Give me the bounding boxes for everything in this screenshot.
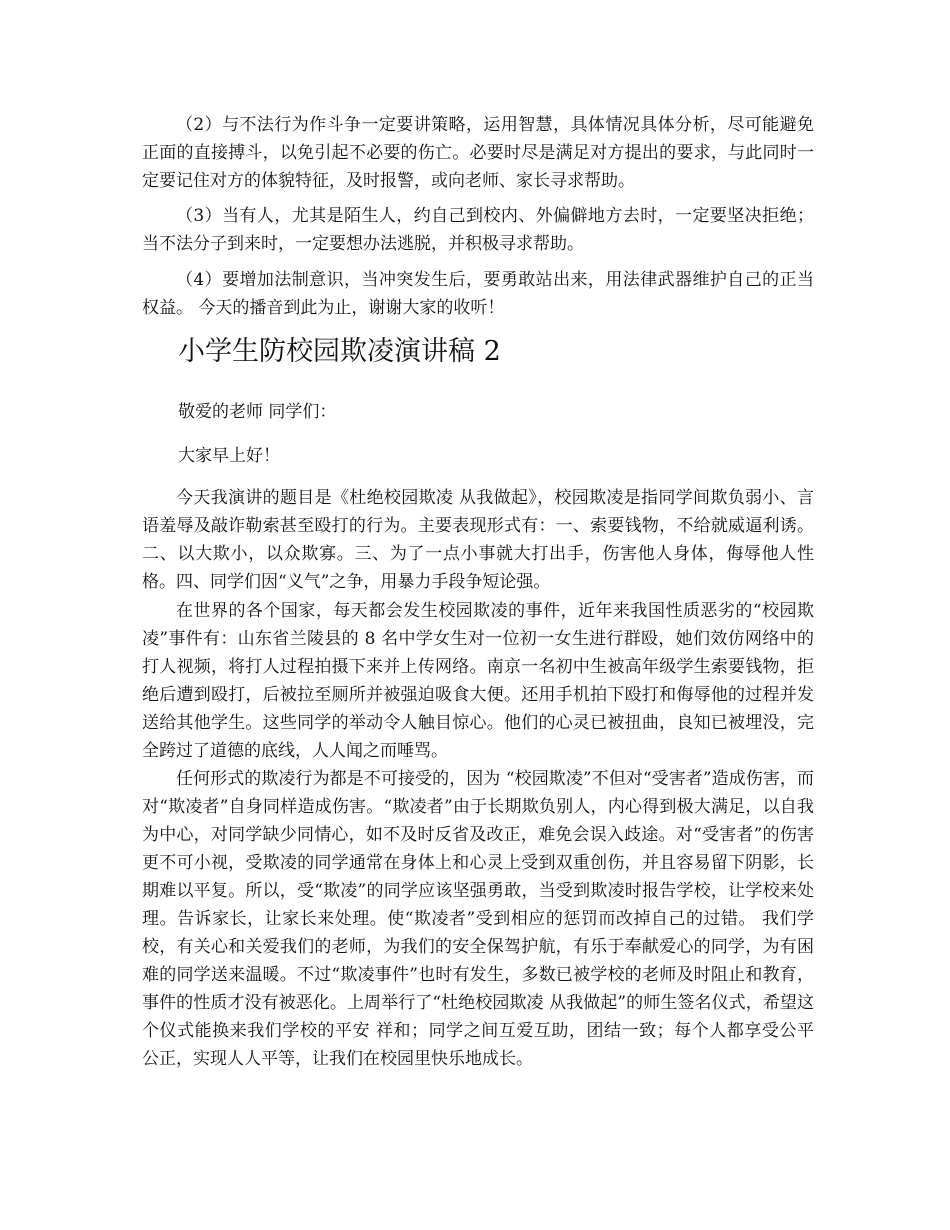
- greeting: 大家早上好！: [178, 446, 280, 466]
- paragraph-measure-4: （4）要增加法制意识，当冲突发生后，要勇敢站出来，用法律武器维护自己的正当权益。 今天的播音到此为止，谢谢大家的收听！: [142, 270, 814, 318]
- paragraph-incidents: 在世界的各个国家，每天都会发生校园欺凌的事件，近年来我国性质恶劣的“校园欺凌”事件有：山东省兰陵县的 8 名中学女生对一位初一女生进行群殴，她们效仿网络中的打人视频，将打人过程拍摄下来并上传网络。南京一名初中生被高年级学生索要钱物，拒绝后遭到殴打，后被拉至厕所并被强迫吸食大便。还用手机拍下殴打和侮辱他的过程并发送给其他学生。这些同学的举动令人触目惊心。他们的心灵已被扭曲，良知已被埋没，完全跨过了道德的底线，人人闻之而唾骂。: [142, 601, 814, 761]
- salutation: 敬爱的老师 同学们：: [178, 402, 337, 422]
- paragraph-measure-2: （2）与不法行为作斗争一定要讲策略，运用智慧，具体情况具体分析，尽可能避免正面的直接搏斗，以免引起不必要的伤亡。必要时尽是满足对方提出的要求，与此同时一定要记住对方的体貌特征，及时报警，或向老师、家长寻求帮助。: [142, 115, 814, 191]
- paragraph-measure-3: （3）当有人，尤其是陌生人，约自己到校内、外偏僻地方去时，一定要坚决拒绝；当不法分子到来时，一定要想办法逃脱，并积极寻求帮助。: [142, 206, 814, 254]
- speech-title: 小学生防校园欺凌演讲稿 2: [178, 336, 501, 367]
- paragraph-topic: 今天我演讲的题目是《杜绝校园欺凌 从我做起》，校园欺凌是指同学间欺负弱小、言语羞辱及敲诈勒索甚至殴打的行为。主要表现形式有：一、索要钱物，不给就威逼利诱。二、以大欺小，以众欺寡。三、为了一点小事就大打出手，伤害他人身体，侮辱他人性格。四、同学们因“义气”之争，用暴力手段争短论强。: [142, 488, 814, 592]
- paragraph-harm: 任何形式的欺凌行为都是不可接受的，因为 “校园欺凌”不但对“受害者”造成伤害，而对“欺凌者”自身同样造成伤害。“欺凌者”由于长期欺负别人，内心得到极大满足，以自我为中心，对同学缺少同情心，如不及时反省及改正，难免会误入歧途。对“受害者”的伤害更不可小视，受欺凌的同学通常在身体上和心灵上受到双重创伤，并且容易留下阴影，长期难以平复。所以，受“欺凌”的同学应该坚强勇敢，当受到欺凌时报告学校，让学校来处理。告诉家长，让家长来处理。使“欺凌者”受到相应的惩罚而改掉自己的过错。 我们学校，有关心和关爱我们的老师，为我们的安全保驾护航，有乐于奉献爱心的同学，为有困难的同学送来温暖。不过“欺凌事件”也时有发生，多数已被学校的老师及时阻止和教育，事件的性质才没有被恶化。上周举行了“杜绝校园欺凌 从我做起”的师生签名仪式，希望这个仪式能换来我们学校的平安 祥和；同学之间互爱互助，团结一致；每个人都享受公平 公正，实现人人平等，让我们在校园里快乐地成长。: [142, 769, 814, 1069]
